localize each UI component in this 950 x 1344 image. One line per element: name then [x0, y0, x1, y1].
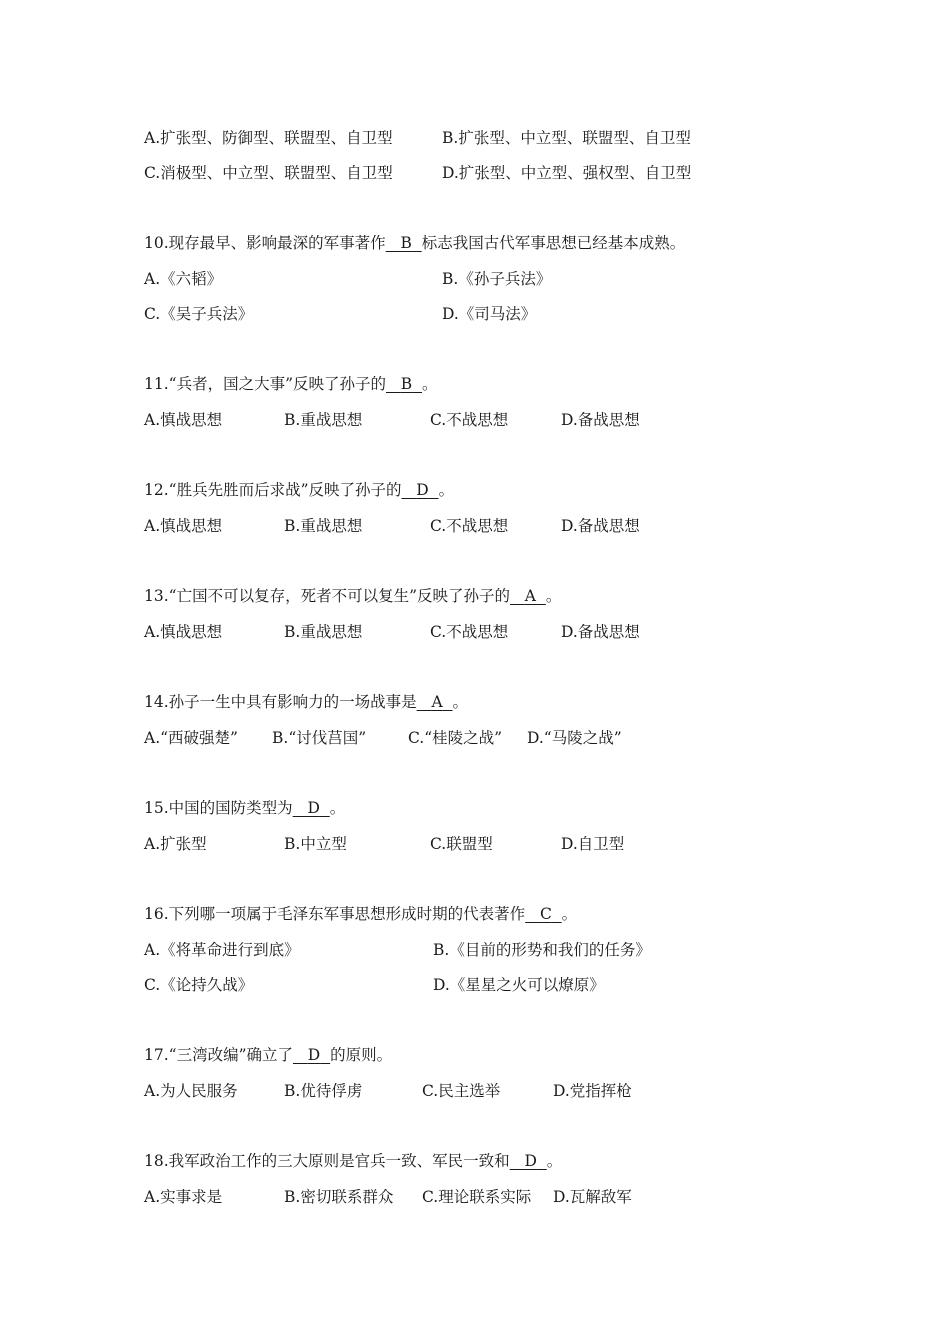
q13-option-d: D.备战思想: [561, 623, 640, 641]
q12-text-before: 12.“胜兵先胜而后求战”反映了孙子的: [144, 481, 402, 499]
q12-option-a: A.慎战思想: [144, 517, 223, 535]
q15-option-c: C.联盟型: [430, 835, 493, 853]
q11-answer: B: [400, 375, 413, 393]
q15-option-d: D.自卫型: [561, 835, 625, 853]
q15-text-before: 15.中国的国防类型为: [144, 799, 293, 817]
q10-option-a: A.《六韬》: [144, 270, 223, 288]
q12-option-c: C.不战思想: [430, 517, 509, 535]
q11-option-c: C.不战思想: [430, 411, 509, 429]
q12-answer-blank: [402, 480, 439, 500]
q9-option-a: A.扩张型、防御型、联盟型、自卫型: [144, 129, 393, 147]
q11-text-after: 。: [422, 375, 438, 393]
q9-option-c: C.消极型、中立型、联盟型、自卫型: [144, 164, 393, 182]
q15-option-b: B.中立型: [284, 835, 347, 853]
q13-text-before: 13.“亡国不可以复存，死者不可以复生”反映了孙子的: [144, 587, 510, 605]
q10-option-b: B.《孙子兵法》: [442, 270, 552, 288]
q18-option-c: C.理论联系实际: [422, 1188, 532, 1206]
q14-option-b: B.“讨伐莒国”: [272, 729, 367, 747]
q16-option-d: D.《星星之火可以燎原》: [433, 976, 605, 994]
q14-option-c: C.“桂陵之战”: [408, 729, 503, 747]
q14-text-after: 。: [452, 693, 469, 711]
q12-answer: D: [416, 481, 429, 499]
q17-stem: [144, 1045, 392, 1065]
q14-answer-blank: [417, 692, 453, 712]
q15-answer: D: [307, 799, 320, 817]
q10-answer-blank: [386, 233, 422, 253]
q11-option-b: B.重战思想: [284, 411, 363, 429]
q17-answer: D: [307, 1046, 321, 1064]
q13-answer: A: [524, 587, 536, 605]
q16-option-a: A.《将革命进行到底》: [144, 941, 300, 959]
q17-option-d: D.党指挥枪: [553, 1082, 632, 1100]
q10-option-d: D.《司马法》: [442, 305, 537, 323]
q10-stem: [144, 233, 685, 253]
q18-option-a: A.实事求是: [144, 1188, 223, 1206]
q14-stem: [144, 692, 468, 712]
q13-option-b: B.重战思想: [284, 623, 363, 641]
q9-option-b: B.扩张型、中立型、联盟型、自卫型: [442, 129, 691, 147]
q15-text-after: 。: [329, 799, 346, 817]
q14-answer: A: [431, 693, 443, 711]
q15-answer-blank: [293, 798, 330, 818]
q16-text-after: 。: [561, 905, 578, 923]
q10-answer: B: [400, 234, 412, 252]
q17-option-a: A.为人民服务: [144, 1082, 238, 1100]
q13-stem: [144, 586, 561, 606]
q18-text-before: 18.我军政治工作的三大原则是官兵一致、军民一致和: [144, 1152, 510, 1170]
q11-stem: [144, 374, 438, 394]
q16-answer: C: [539, 905, 552, 923]
q18-answer: D: [524, 1152, 537, 1170]
q14-text-before: 14.孙子一生中具有影响力的一场战事是: [144, 693, 417, 711]
q17-answer-blank: [293, 1045, 330, 1065]
q13-option-c: C.不战思想: [430, 623, 509, 641]
q14-option-d: D.“马陵之战”: [527, 729, 622, 747]
q12-option-d: D.备战思想: [561, 517, 640, 535]
q12-text-after: 。: [438, 481, 455, 499]
q13-text-after: 。: [545, 587, 562, 605]
q11-option-a: A.慎战思想: [144, 411, 223, 429]
q17-text-before: 17.“三湾改编”确立了: [144, 1046, 293, 1064]
q18-stem: [144, 1151, 562, 1171]
q16-option-b: B.《目前的形势和我们的任务》: [433, 941, 651, 959]
q16-option-c: C.《论持久战》: [144, 976, 254, 994]
q16-stem: [144, 904, 577, 924]
q18-option-d: D.瓦解敌军: [553, 1188, 632, 1206]
q14-option-a: A.“西破强楚”: [144, 729, 238, 747]
q18-answer-blank: [510, 1151, 547, 1171]
q17-option-b: B.优待俘虏: [284, 1082, 363, 1100]
q13-answer-blank: [510, 586, 546, 606]
q13-option-a: A.慎战思想: [144, 623, 223, 641]
q11-option-d: D.备战思想: [561, 411, 640, 429]
q16-text-before: 16.下列哪一项属于毛泽东军事思想形成时期的代表著作: [144, 905, 526, 923]
q11-answer-blank: [386, 374, 422, 394]
q15-option-a: A.扩张型: [144, 835, 207, 853]
q9-option-d: D.扩张型、中立型、强权型、自卫型: [442, 164, 692, 182]
q17-option-c: C.民主选举: [422, 1082, 501, 1100]
q11-text-before: 11.“兵者，国之大事”反映了孙子的: [144, 375, 386, 393]
q16-answer-blank: [525, 904, 562, 924]
q10-text-after: 标志我国古代军事思想已经基本成熟。: [421, 234, 686, 252]
q10-text-before: 10.现存最早、影响最深的军事著作: [144, 234, 386, 252]
q10-option-c: C.《吴子兵法》: [144, 305, 254, 323]
q15-stem: [144, 798, 345, 818]
q12-option-b: B.重战思想: [284, 517, 363, 535]
q12-stem: [144, 480, 454, 500]
q17-text-after: 的原则。: [330, 1046, 393, 1064]
q18-text-after: 。: [546, 1152, 563, 1170]
q18-option-b: B.密切联系群众: [284, 1188, 394, 1206]
